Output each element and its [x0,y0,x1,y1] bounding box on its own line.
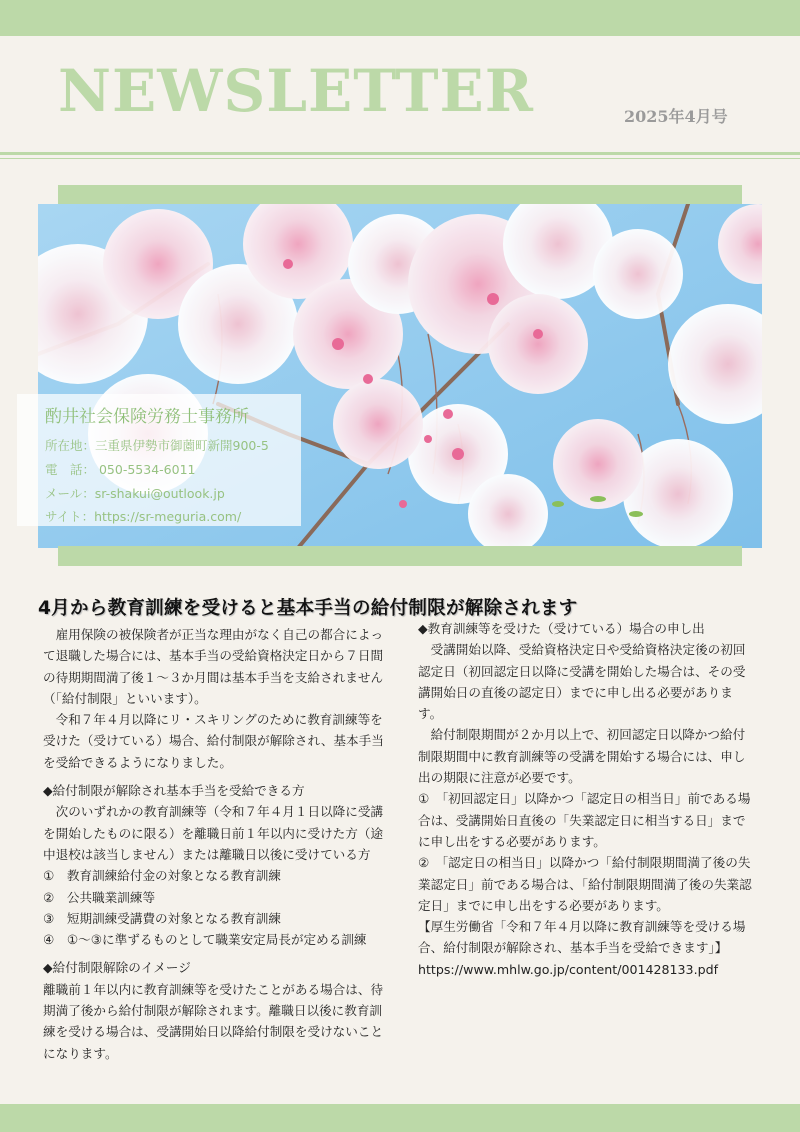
photo-frame-bottom-bar [58,546,742,566]
source-url[interactable]: https://www.mhlw.go.jp/content/001428133.pdf [418,961,718,977]
intro-paragraph-2: 令和７年４月以降にリ・スキリングのために教育訓練等を受けた（受けている）場合、給付制限が解除され、基本手当を受給できるようになりました。 [43,712,384,770]
office-email[interactable]: メール：sr-shakui@outlook.jp [45,486,225,501]
office-address: 所在地：三重県伊勢市御薗町新開900-5 [45,438,269,453]
office-phone[interactable]: 電 話： 050-5534-6011 [45,462,196,477]
office-website[interactable]: サイト：https://sr-meguria.com/ [45,509,242,524]
section-heading-application: ◆教育訓練等を受けた（受けている）場合の申し出 [418,621,705,636]
list-item: ④ ①～③に準ずるものとして職業安定局長が定める訓練 [43,932,367,948]
section-heading-image: ◆給付制限解除のイメージ [43,960,191,976]
header-rule-thick [0,152,800,155]
source-citation: 【厚生労働省「令和７年４月以降に教育訓練等を受ける場合、給付制限が解除され、基本手当を受給できます」】 [418,919,746,956]
section-body-image: 離職前１年以内に教育訓練等を受けたことがある場合は、待期満了後から給付制限が解除されます。離職日以後に教育訓練を受ける場合は、受講開始日以降給付制限を受けないことになります。 [43,981,384,1061]
section-heading-eligible: ◆給付制限が解除され基本手当を受給できる方 [43,783,305,799]
list-item: ① 教育訓練給付金の対象となる教育訓練 [43,868,281,884]
top-color-band [0,0,800,36]
bottom-color-band [0,1104,800,1132]
article-headline: 4月から教育訓練を受けると基本手当の給付制限が解除されます [38,598,578,619]
office-name: 酌井社会保険労務士事務所 [45,407,249,427]
header-rule-thin [0,158,800,159]
section-body-eligible: 次のいずれかの教育訓練等（令和７年４月１日以降に受講を開始したものに限る）を離職日前１年以内に受けた方（途中退校は該当しません）または離職日以後に受けている方 [43,804,384,862]
list-item: ② 公共職業訓練等 [43,889,156,905]
issue-date: 2025年4月号 [624,107,728,126]
section-body-application-1: 受講開始以降、受給資格決定日や受給資格決定後の初回認定日（初回認定日以降に受講を開始した場合は、その受講開始日の直後の認定日）までに申し出る必要があります。 [418,642,746,722]
office-info-card [17,394,301,526]
article-right-column [418,618,756,980]
photo-frame-top-bar [58,185,742,205]
newsletter-title: NEWSLETTER [58,57,534,125]
note-item: ① 「初回認定日」以降かつ「認定日の相当日」前である場合は、受講開始日直後の「失業認定日に相当する日」までに申し出をする必要があります。 [418,791,751,849]
section-body-application-2: 給付制限期間が２か月以上で、初回認定日以降かつ給付制限期間中に教育訓練等の受講を開始する場合には、申し出の期限に注意が必要です。 [418,727,746,786]
intro-paragraph-1: 雇用保険の被保険者が正当な理由がなく自己の都合によって退職した場合には、基本手当の受給資格決定日から７日間の待期期間満了後１～３か月間は基本手当を支給されません（「給付制限」といいます）。 [43,627,384,706]
note-item: ② 「認定日の相当日」以降かつ「給付制限期間満了後の失業認定日」前である場合は、「給付制限期間満了後の失業認定日」までに申し出をする必要があります。 [418,855,752,913]
article-left-column [43,624,385,1064]
list-item: ③ 短期訓練受講費の対象となる教育訓練 [43,910,281,926]
